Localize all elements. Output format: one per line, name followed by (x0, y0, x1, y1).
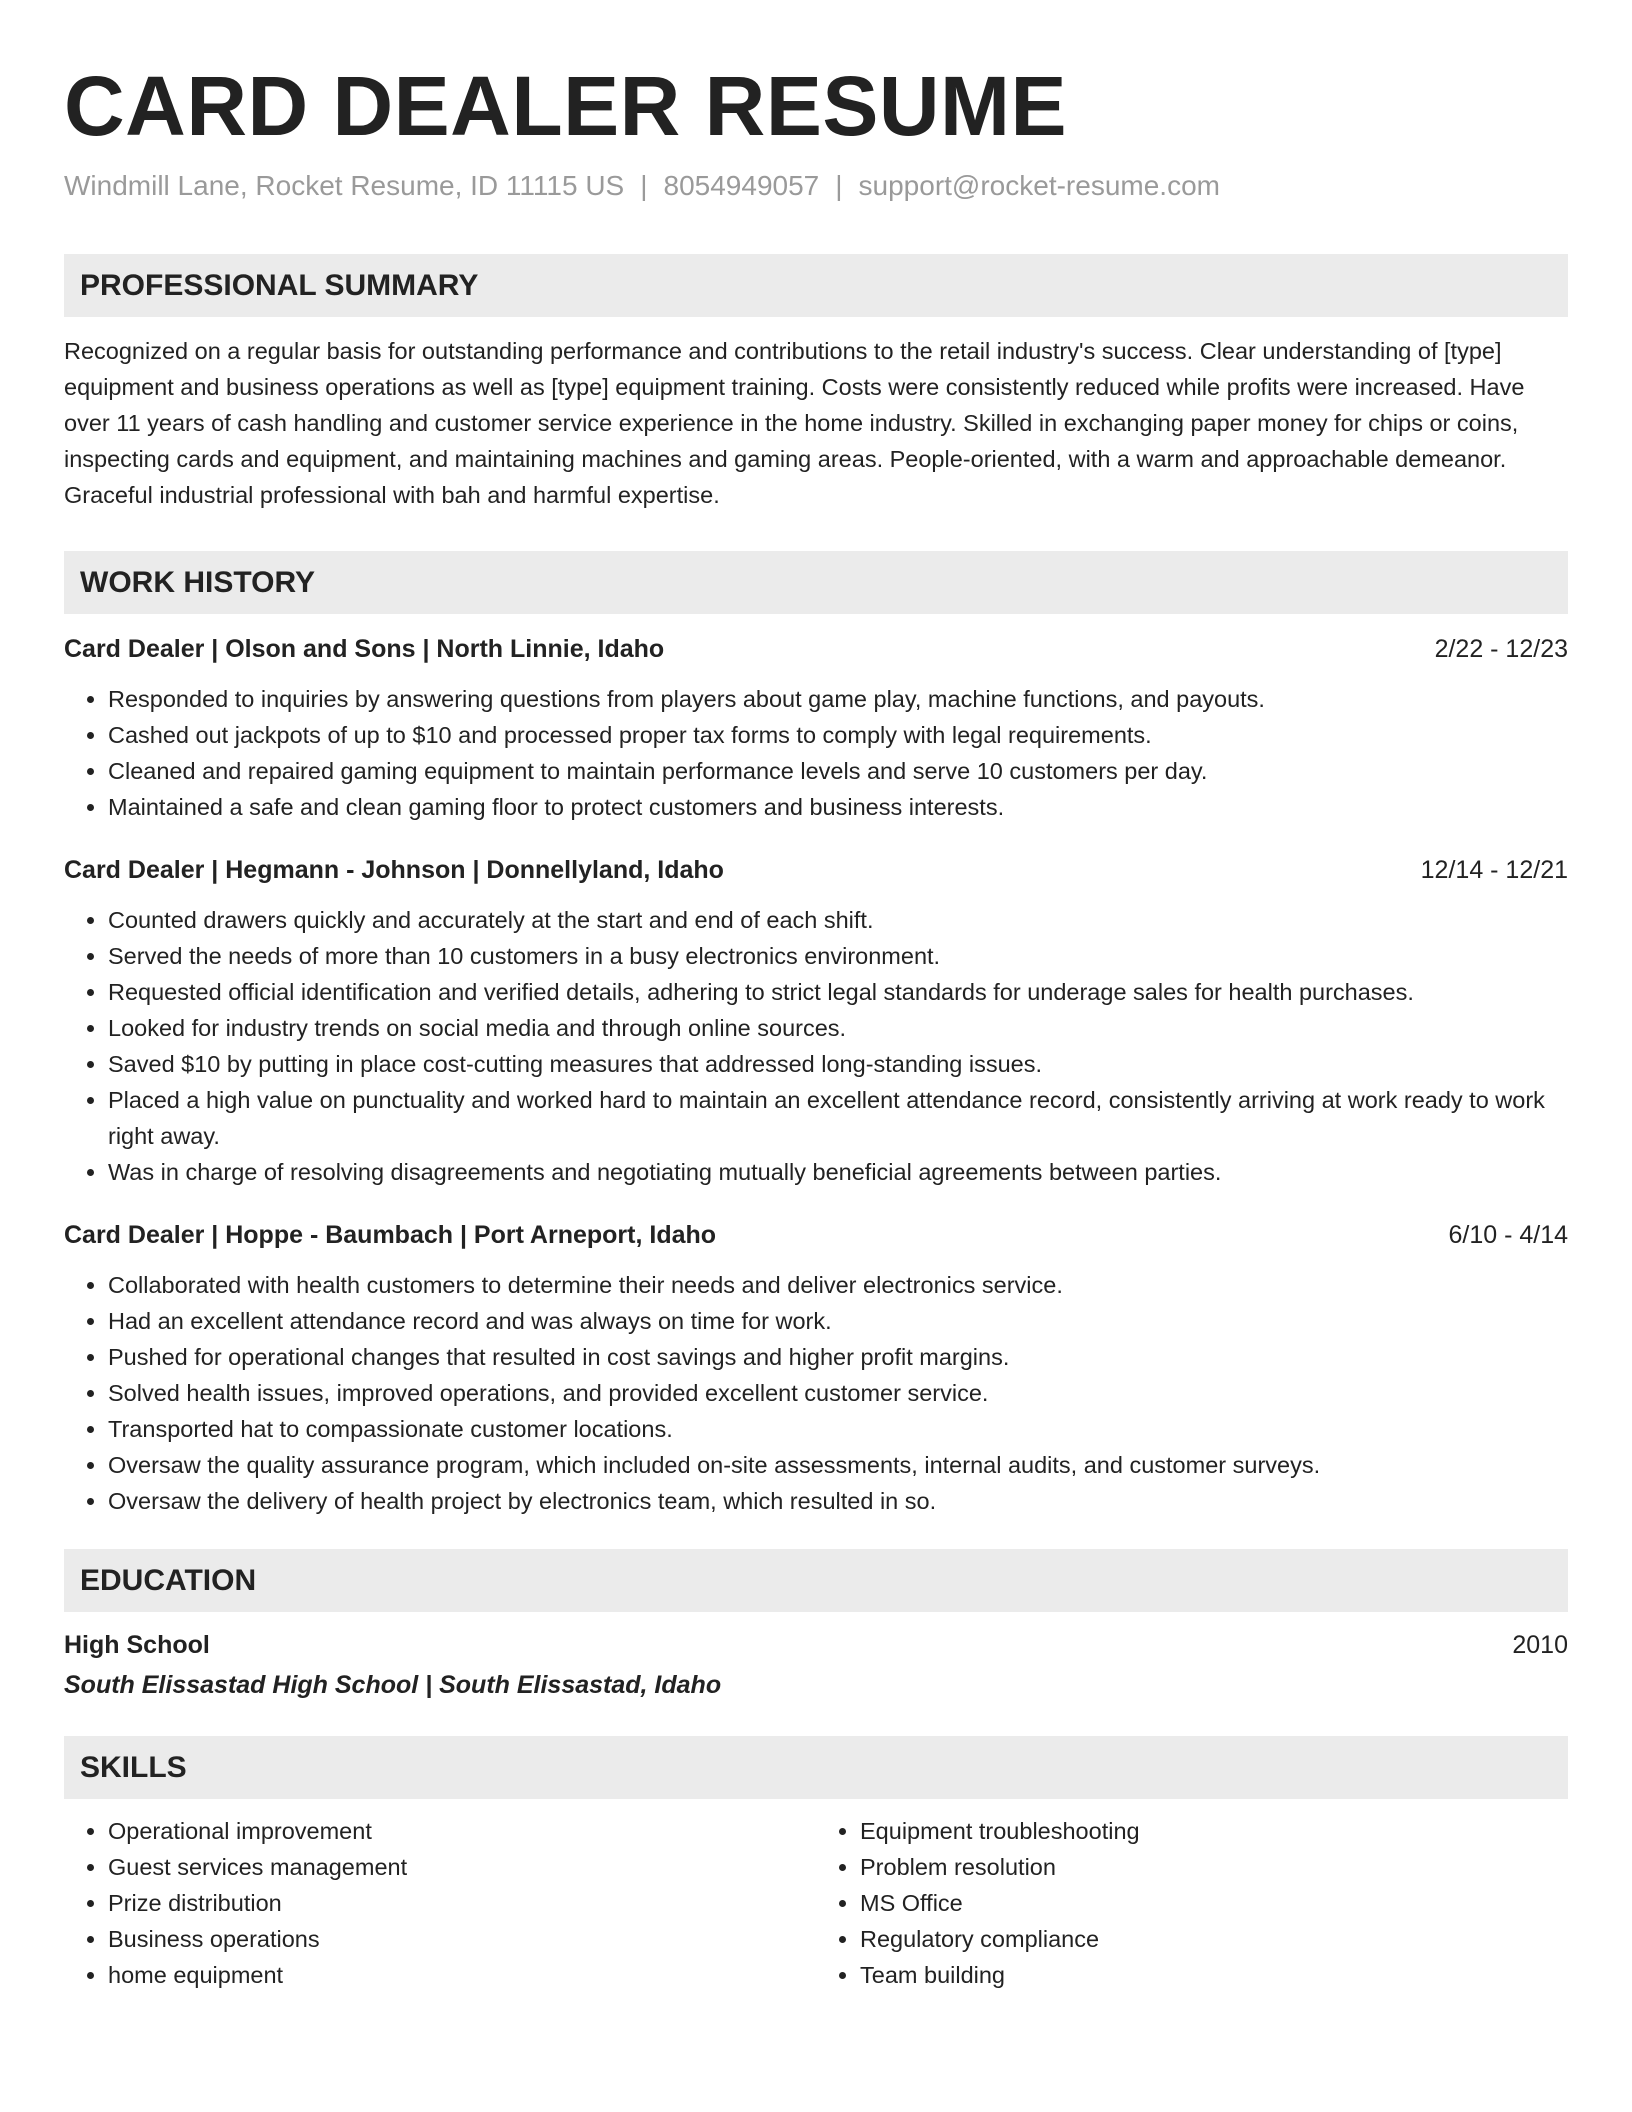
list-item: • Requested official identification and verified details, adhering to strict legal standards for underage sales for health purchases. (108, 974, 1568, 1010)
contact-line (64, 170, 1568, 202)
resume-title: CARD DEALER RESUME (64, 59, 1068, 153)
contact-phone: 8054949057 (663, 170, 820, 202)
job-header (64, 1218, 1568, 1252)
list-item: • Equipment troubleshooting (860, 1813, 1568, 1849)
list-item: • Collaborated with health customers to determine their needs and deliver electronics service. (108, 1267, 1568, 1303)
education-degree: High School (64, 1631, 210, 1660)
list-item: • Solved health issues, improved operations, and provided excellent customer service. (108, 1375, 1568, 1411)
contact-separator: | (640, 170, 648, 202)
list-item: • Oversaw the quality assurance program, which included on-site assessments, internal audits, and customer surveys. (108, 1447, 1568, 1483)
contact-address: Windmill Lane, Rocket Resume, ID 11115 US (64, 170, 625, 202)
list-item: • MS Office (860, 1885, 1568, 1921)
section-header-work-history: WORK HISTORY (64, 551, 1568, 614)
list-item: • Counted drawers quickly and accurately at the start and end of each shift. (108, 902, 1568, 938)
list-item: • Pushed for operational changes that resulted in cost savings and higher profit margins. (108, 1339, 1568, 1375)
contact-email: support@rocket-resume.com (858, 170, 1220, 202)
job-header (64, 632, 1568, 666)
list-item: • Cashed out jackpots of up to $10 and processed proper tax forms to comply with legal requirements. (108, 717, 1568, 753)
skills-column-right (816, 1813, 1568, 1993)
job-title: Card Dealer | Hoppe - Baumbach | Port Arneport, Idaho (64, 1221, 717, 1250)
list-item: • Team building (860, 1957, 1568, 1993)
list-item: • Business operations (108, 1921, 816, 1957)
list-item: • Operational improvement (108, 1813, 816, 1849)
list-item: • Looked for industry trends on social media and through online sources. (108, 1010, 1568, 1046)
list-item: • Saved $10 by putting in place cost-cutting measures that addressed long-standing issues. (108, 1046, 1568, 1082)
job-dates: 6/10 - 4/14 (1448, 1221, 1568, 1250)
section-header-summary: PROFESSIONAL SUMMARY (64, 254, 1568, 317)
education-school: South Elissastad High School | South Elissastad, Idaho (64, 1671, 722, 1700)
list-item: • Cleaned and repaired gaming equipment to maintain performance levels and serve 10 customers per day. (108, 753, 1568, 789)
job-header (64, 853, 1568, 887)
list-item: • Had an excellent attendance record and was always on time for work. (108, 1303, 1568, 1339)
summary-text: Recognized on a regular basis for outstanding performance and contributions to the retail industry's success. Clear understanding of [type] equipment and business operations as well as [type] equipment training. Costs were consistently reduced while profits were increased. Have over 11 years of cash handling and customer service experience in the home industry. Skilled in exchanging paper money for chips or coins, inspecting cards and equipment, and maintaining machines and gaming areas. People-oriented, with a warm and approachable demeanor. Graceful industrial professional with bah and harmful expertise. (64, 338, 1525, 509)
list-item: • Guest services management (108, 1849, 816, 1885)
job-bullets (64, 681, 1568, 825)
list-item: • Placed a high value on punctuality and worked hard to maintain an excellent attendance record, consistently arriving at work ready to work right away. (108, 1082, 1568, 1154)
job-title: Card Dealer | Hegmann - Johnson | Donnellyland, Idaho (64, 856, 724, 885)
job-title: Card Dealer | Olson and Sons | North Linnie, Idaho (64, 635, 665, 664)
list-item: • Regulatory compliance (860, 1921, 1568, 1957)
section-header-education: EDUCATION (64, 1549, 1568, 1612)
list-item: • Responded to inquiries by answering questions from players about game play, machine functions, and payouts. (108, 681, 1568, 717)
section-header-skills: SKILLS (64, 1736, 1568, 1799)
skills-column-left (64, 1813, 816, 1993)
list-item: • Prize distribution (108, 1885, 816, 1921)
list-item: • Problem resolution (860, 1849, 1568, 1885)
list-item: • Oversaw the delivery of health project by electronics team, which resulted in so. (108, 1483, 1568, 1519)
education-header (64, 1628, 1568, 1662)
job-dates: 2/22 - 12/23 (1434, 635, 1568, 664)
list-item: • Maintained a safe and clean gaming floor to protect customers and business interests. (108, 789, 1568, 825)
list-item: • Was in charge of resolving disagreements and negotiating mutually beneficial agreements between parties. (108, 1154, 1568, 1190)
list-item: • Transported hat to compassionate customer locations. (108, 1411, 1568, 1447)
list-item: • home equipment (108, 1957, 816, 1993)
contact-separator: | (835, 170, 843, 202)
job-dates: 12/14 - 12/21 (1420, 856, 1568, 885)
education-year: 2010 (1512, 1631, 1568, 1660)
skills-list (64, 1813, 1568, 1993)
job-bullets (64, 1267, 1568, 1519)
list-item: • Served the needs of more than 10 customers in a busy electronics environment. (108, 938, 1568, 974)
job-bullets (64, 902, 1568, 1190)
